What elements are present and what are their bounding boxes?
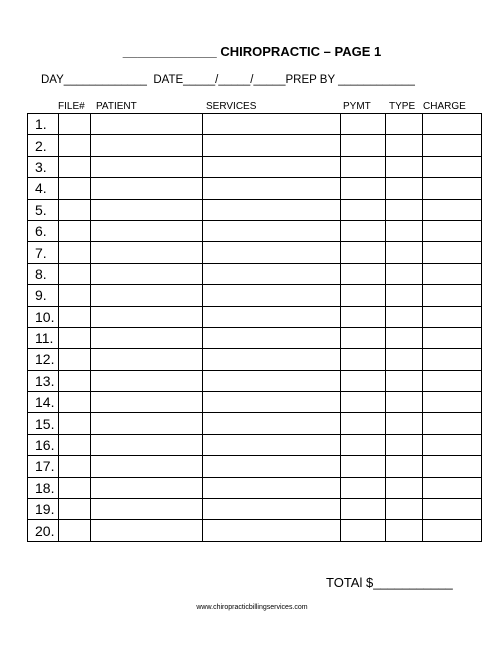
row-number: 9. xyxy=(28,285,59,306)
charge-cell[interactable] xyxy=(423,220,482,241)
charge-cell[interactable] xyxy=(423,242,482,263)
pymt-cell[interactable] xyxy=(341,199,386,220)
row-number: 1. xyxy=(28,114,59,135)
pymt-cell[interactable] xyxy=(341,370,386,391)
table-row xyxy=(28,220,482,241)
charge-cell[interactable] xyxy=(423,499,482,520)
patient-cell[interactable] xyxy=(91,477,203,498)
file-cell[interactable] xyxy=(59,456,91,477)
row-number: 8. xyxy=(28,263,59,284)
table-row xyxy=(28,456,482,477)
file-cell[interactable] xyxy=(59,349,91,370)
column-header-services: SERVICES xyxy=(206,101,257,112)
table-row xyxy=(28,349,482,370)
charge-cell[interactable] xyxy=(423,285,482,306)
file-cell[interactable] xyxy=(59,413,91,434)
row-number: 2. xyxy=(28,135,59,156)
form-title: _____________ CHIROPRACTIC – PAGE 1 xyxy=(122,44,382,59)
type-cell[interactable] xyxy=(386,499,423,520)
pymt-cell[interactable] xyxy=(341,114,386,135)
charge-cell[interactable] xyxy=(423,327,482,348)
services-cell[interactable] xyxy=(203,349,341,370)
charge-cell[interactable] xyxy=(423,263,482,284)
table-row xyxy=(28,520,482,541)
services-cell[interactable] xyxy=(203,263,341,284)
column-header-charge: CHARGE xyxy=(423,101,466,112)
pymt-cell[interactable] xyxy=(341,456,386,477)
patient-cell[interactable] xyxy=(91,199,203,220)
pymt-cell[interactable] xyxy=(341,499,386,520)
charge-cell[interactable] xyxy=(423,456,482,477)
file-cell[interactable] xyxy=(59,178,91,199)
services-cell[interactable] xyxy=(203,156,341,177)
services-cell[interactable] xyxy=(203,520,341,541)
type-cell[interactable] xyxy=(386,456,423,477)
column-header-type: TYPE xyxy=(389,101,416,112)
patient-cell[interactable] xyxy=(91,413,203,434)
row-number: 10. xyxy=(28,306,59,327)
patient-cell[interactable] xyxy=(91,135,203,156)
type-cell[interactable] xyxy=(386,263,423,284)
row-number: 4. xyxy=(28,178,59,199)
pymt-cell[interactable] xyxy=(341,520,386,541)
type-cell[interactable] xyxy=(386,520,423,541)
file-cell[interactable] xyxy=(59,156,91,177)
services-cell[interactable] xyxy=(203,242,341,263)
row-number: 16. xyxy=(28,434,59,455)
file-cell[interactable] xyxy=(59,370,91,391)
table-row xyxy=(28,306,482,327)
charge-cell[interactable] xyxy=(423,135,482,156)
type-cell[interactable] xyxy=(386,199,423,220)
row-number: 6. xyxy=(28,220,59,241)
pymt-cell[interactable] xyxy=(341,477,386,498)
type-cell[interactable] xyxy=(386,220,423,241)
file-cell[interactable] xyxy=(59,434,91,455)
footer-url: www.chiropracticbillingservices.com xyxy=(196,604,308,611)
pymt-cell[interactable] xyxy=(341,349,386,370)
total-line: TOTAl $___________ xyxy=(326,575,453,590)
type-cell[interactable] xyxy=(386,370,423,391)
patient-cell[interactable] xyxy=(91,220,203,241)
patient-cell[interactable] xyxy=(91,392,203,413)
form-meta-line: DAY_____________ DATE_____/_____/_____PREP BY ____________ xyxy=(41,74,415,86)
file-cell[interactable] xyxy=(59,477,91,498)
file-cell[interactable] xyxy=(59,306,91,327)
services-cell[interactable] xyxy=(203,199,341,220)
patient-cell[interactable] xyxy=(91,456,203,477)
charge-cell[interactable] xyxy=(423,349,482,370)
table-row xyxy=(28,135,482,156)
pymt-cell[interactable] xyxy=(341,178,386,199)
table-row xyxy=(28,156,482,177)
row-number: 11. xyxy=(28,327,59,348)
row-number: 12. xyxy=(28,349,59,370)
patient-cell[interactable] xyxy=(91,114,203,135)
row-number: 7. xyxy=(28,242,59,263)
charge-cell[interactable] xyxy=(423,413,482,434)
pymt-cell[interactable] xyxy=(341,327,386,348)
row-number: 20. xyxy=(28,520,59,541)
type-cell[interactable] xyxy=(386,135,423,156)
patient-cell[interactable] xyxy=(91,242,203,263)
file-cell[interactable] xyxy=(59,263,91,284)
type-cell[interactable] xyxy=(386,306,423,327)
table-row xyxy=(28,114,482,135)
patient-cell[interactable] xyxy=(91,520,203,541)
column-header-file: FILE# xyxy=(58,101,85,112)
file-cell[interactable] xyxy=(59,114,91,135)
type-cell[interactable] xyxy=(386,349,423,370)
row-number: 14. xyxy=(28,392,59,413)
table-row xyxy=(28,327,482,348)
file-cell[interactable] xyxy=(59,199,91,220)
file-cell[interactable] xyxy=(59,285,91,306)
pymt-cell[interactable] xyxy=(341,285,386,306)
column-header-pymt: PYMT xyxy=(343,101,371,112)
services-cell[interactable] xyxy=(203,392,341,413)
table-row xyxy=(28,285,482,306)
charge-cell[interactable] xyxy=(423,156,482,177)
charge-cell[interactable] xyxy=(423,477,482,498)
type-cell[interactable] xyxy=(386,413,423,434)
patient-cell[interactable] xyxy=(91,434,203,455)
type-cell[interactable] xyxy=(386,327,423,348)
pymt-cell[interactable] xyxy=(341,242,386,263)
file-cell[interactable] xyxy=(59,242,91,263)
charge-cell[interactable] xyxy=(423,434,482,455)
table-row xyxy=(28,434,482,455)
pymt-cell[interactable] xyxy=(341,392,386,413)
table-row xyxy=(28,370,482,391)
row-number: 18. xyxy=(28,477,59,498)
type-cell[interactable] xyxy=(386,392,423,413)
patient-cell[interactable] xyxy=(91,263,203,284)
file-cell[interactable] xyxy=(59,327,91,348)
table-row xyxy=(28,242,482,263)
file-cell[interactable] xyxy=(59,220,91,241)
services-cell[interactable] xyxy=(203,178,341,199)
patient-cell[interactable] xyxy=(91,156,203,177)
file-cell[interactable] xyxy=(59,392,91,413)
services-cell[interactable] xyxy=(203,434,341,455)
type-cell[interactable] xyxy=(386,114,423,135)
file-cell[interactable] xyxy=(59,135,91,156)
patient-cell[interactable] xyxy=(91,306,203,327)
patient-cell[interactable] xyxy=(91,327,203,348)
pymt-cell[interactable] xyxy=(341,220,386,241)
charge-cell[interactable] xyxy=(423,392,482,413)
pymt-cell[interactable] xyxy=(341,306,386,327)
services-cell[interactable] xyxy=(203,477,341,498)
table-row xyxy=(28,178,482,199)
type-cell[interactable] xyxy=(386,242,423,263)
patient-cell[interactable] xyxy=(91,349,203,370)
charge-cell[interactable] xyxy=(423,199,482,220)
pymt-cell[interactable] xyxy=(341,413,386,434)
services-cell[interactable] xyxy=(203,327,341,348)
type-cell[interactable] xyxy=(386,434,423,455)
pymt-cell[interactable] xyxy=(341,263,386,284)
charge-cell[interactable] xyxy=(423,306,482,327)
row-number: 3. xyxy=(28,156,59,177)
services-cell[interactable] xyxy=(203,413,341,434)
table-row xyxy=(28,499,482,520)
column-header-patient: PATIENT xyxy=(96,101,137,112)
services-cell[interactable] xyxy=(203,135,341,156)
charge-cell[interactable] xyxy=(423,520,482,541)
services-cell[interactable] xyxy=(203,370,341,391)
services-cell[interactable] xyxy=(203,285,341,306)
table-row xyxy=(28,199,482,220)
services-cell[interactable] xyxy=(203,114,341,135)
table-row xyxy=(28,263,482,284)
pymt-cell[interactable] xyxy=(341,135,386,156)
table-row xyxy=(28,413,482,434)
row-number: 13. xyxy=(28,370,59,391)
type-cell[interactable] xyxy=(386,156,423,177)
file-cell[interactable] xyxy=(59,520,91,541)
row-number: 19. xyxy=(28,499,59,520)
services-cell[interactable] xyxy=(203,499,341,520)
type-cell[interactable] xyxy=(386,477,423,498)
table-row xyxy=(28,392,482,413)
pymt-cell[interactable] xyxy=(341,156,386,177)
row-number: 5. xyxy=(28,199,59,220)
row-number: 17. xyxy=(28,456,59,477)
patient-cell[interactable] xyxy=(91,370,203,391)
file-cell[interactable] xyxy=(59,499,91,520)
charge-cell[interactable] xyxy=(423,370,482,391)
row-number: 15. xyxy=(28,413,59,434)
type-cell[interactable] xyxy=(386,285,423,306)
services-cell[interactable] xyxy=(203,220,341,241)
pymt-cell[interactable] xyxy=(341,434,386,455)
type-cell[interactable] xyxy=(386,178,423,199)
patient-cell[interactable] xyxy=(91,178,203,199)
services-cell[interactable] xyxy=(203,456,341,477)
patient-cell[interactable] xyxy=(91,499,203,520)
table-row xyxy=(28,477,482,498)
services-cell[interactable] xyxy=(203,306,341,327)
entry-table xyxy=(27,113,482,542)
patient-cell[interactable] xyxy=(91,285,203,306)
charge-cell[interactable] xyxy=(423,114,482,135)
charge-cell[interactable] xyxy=(423,178,482,199)
